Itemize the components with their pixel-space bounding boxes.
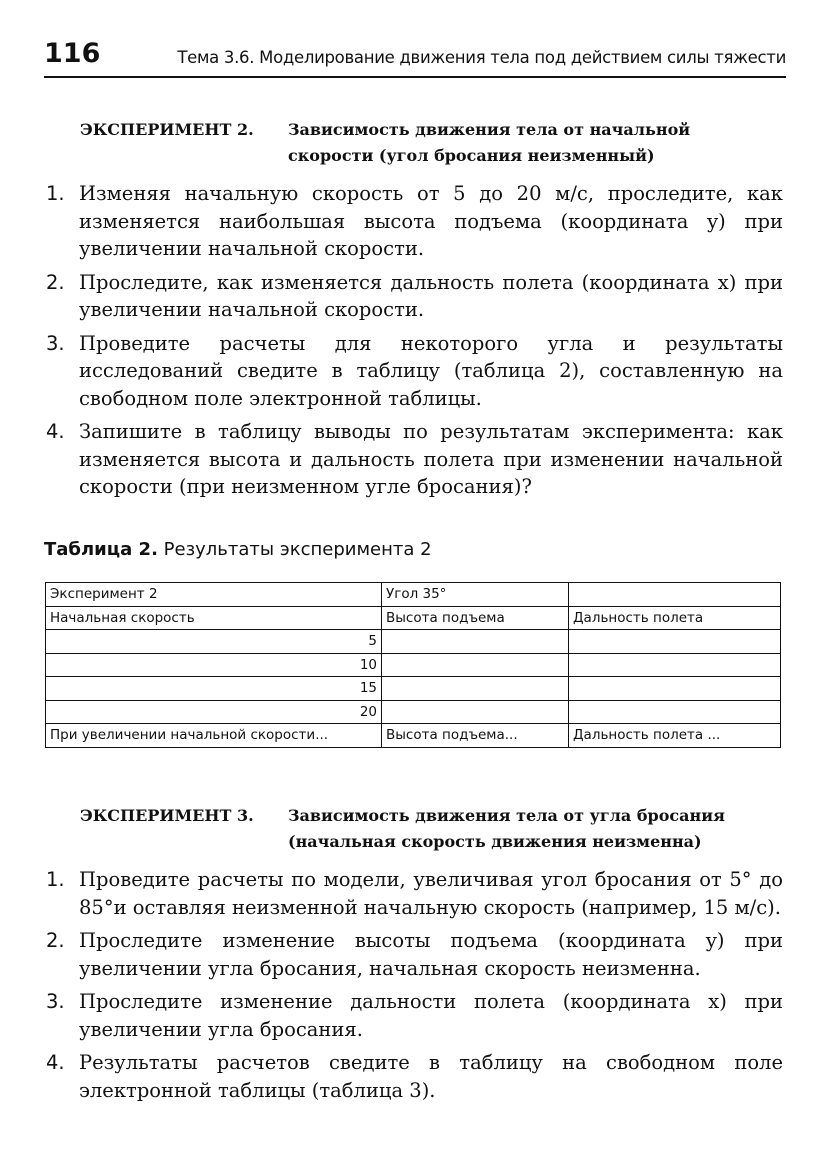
list-item: [46, 927, 783, 982]
running-title: Тема 3.6. Моделирование движения тела под действием силы тяжести: [177, 48, 786, 67]
table2-caption-text: Результаты эксперимента 2: [163, 539, 432, 560]
experiment3-steps: [46, 866, 783, 1110]
step-text: Проследите, как изменяется дальность полета (координата x) при увеличении начальной скорости.: [79, 270, 783, 321]
list-item: [46, 269, 783, 324]
list-item: [46, 180, 783, 263]
page-header: [44, 36, 786, 78]
table-cell: 20: [46, 700, 382, 724]
step-number: 2.: [46, 270, 65, 294]
experiment2-title-line1: Зависимость движения тела от начальной: [288, 120, 691, 139]
step-number: 3.: [46, 331, 65, 355]
table-cell: Дальность полета: [569, 606, 781, 630]
step-text: Запишите в таблицу выводы по результатам эксперимента: как изменяется высота и дальность полета при изменении начальной скорости (при неизменном угле бросания)?: [79, 420, 783, 498]
step-text: Проведите расчеты по модели, увеличивая угол бросания от 5° до 85°и оставляя неизменной начальную скорость (например, 15 м/с).: [79, 868, 783, 919]
step-text: Проведите расчеты для некоторого угла и результаты исследований сведите в таблицу (таблица 2), составленную на свободном поле электронной таблицы.: [79, 331, 783, 410]
table-cell: 15: [46, 677, 382, 701]
list-item: [46, 866, 783, 921]
experiment3-title-line2: (начальная скорость движения неизменна): [288, 832, 702, 851]
table-cell: [569, 630, 781, 654]
table-cell: [382, 630, 569, 654]
list-item: [46, 1049, 783, 1104]
step-text: Изменяя начальную скорость от 5 до 20 м/с, проследите, как изменяется наибольшая высота подъема (координата y) при увеличении начальной скорости.: [79, 182, 783, 260]
table-cell: Высота подъема: [382, 606, 569, 630]
table-row: [46, 630, 781, 654]
step-text: Проследите изменение дальности полета (координата x) при увеличении угла бросания.: [79, 990, 783, 1041]
list-item: [46, 330, 783, 413]
step-number: 4.: [46, 420, 65, 443]
table-cell: При увеличении начальной скорости...: [46, 724, 382, 748]
experiment2-title-line2: скорости (угол бросания неизменный): [288, 146, 655, 165]
step-number: 3.: [46, 990, 65, 1013]
experiment3-label: ЭКСПЕРИМЕНТ 3.: [80, 806, 254, 825]
table-cell: [569, 677, 781, 701]
table-cell: [569, 700, 781, 724]
table-cell: [569, 653, 781, 677]
table-row: [46, 653, 781, 677]
step-text: Результаты расчетов сведите в таблицу на свободном поле электронной таблицы (таблица 3).: [79, 1051, 783, 1102]
table-row: [46, 700, 781, 724]
table-cell: 10: [46, 653, 382, 677]
list-item: [46, 418, 783, 501]
step-number: 4.: [46, 1051, 65, 1074]
table-cell: [382, 653, 569, 677]
table-cell: Дальность полета ...: [569, 724, 781, 748]
experiment2-heading: [80, 117, 780, 169]
page-number: 116: [44, 38, 101, 69]
experiment2-label: ЭКСПЕРИМЕНТ 2.: [80, 120, 254, 139]
table-cell: Высота подъема...: [382, 724, 569, 748]
step-text: Проследите изменение высоты подъема (координата y) при увеличении угла бросания, начальная скорость неизменна.: [79, 929, 783, 980]
step-number: 1.: [46, 868, 65, 891]
table2-caption-label: Таблица 2.: [44, 539, 158, 560]
table-cell: Начальная скорость: [46, 606, 382, 630]
step-number: 1.: [46, 182, 65, 205]
table-cell: Эксперимент 2: [46, 583, 382, 607]
table2-caption: [44, 539, 432, 560]
table-cell: Угол 35°: [382, 583, 569, 607]
experiment3-heading: [80, 803, 780, 855]
list-item: [46, 988, 783, 1043]
results-table-2: [45, 582, 781, 748]
table-row: [46, 724, 781, 748]
step-number: 2.: [46, 929, 65, 952]
table-cell: [382, 700, 569, 724]
table-row: [46, 606, 781, 630]
table-cell: [382, 677, 569, 701]
table-row: [46, 677, 781, 701]
experiment3-title-line1: Зависимость движения тела от угла бросания: [288, 806, 725, 825]
table-row: [46, 583, 781, 607]
table-cell: 5: [46, 630, 382, 654]
table-cell: [569, 583, 781, 607]
experiment2-steps: [46, 180, 783, 507]
